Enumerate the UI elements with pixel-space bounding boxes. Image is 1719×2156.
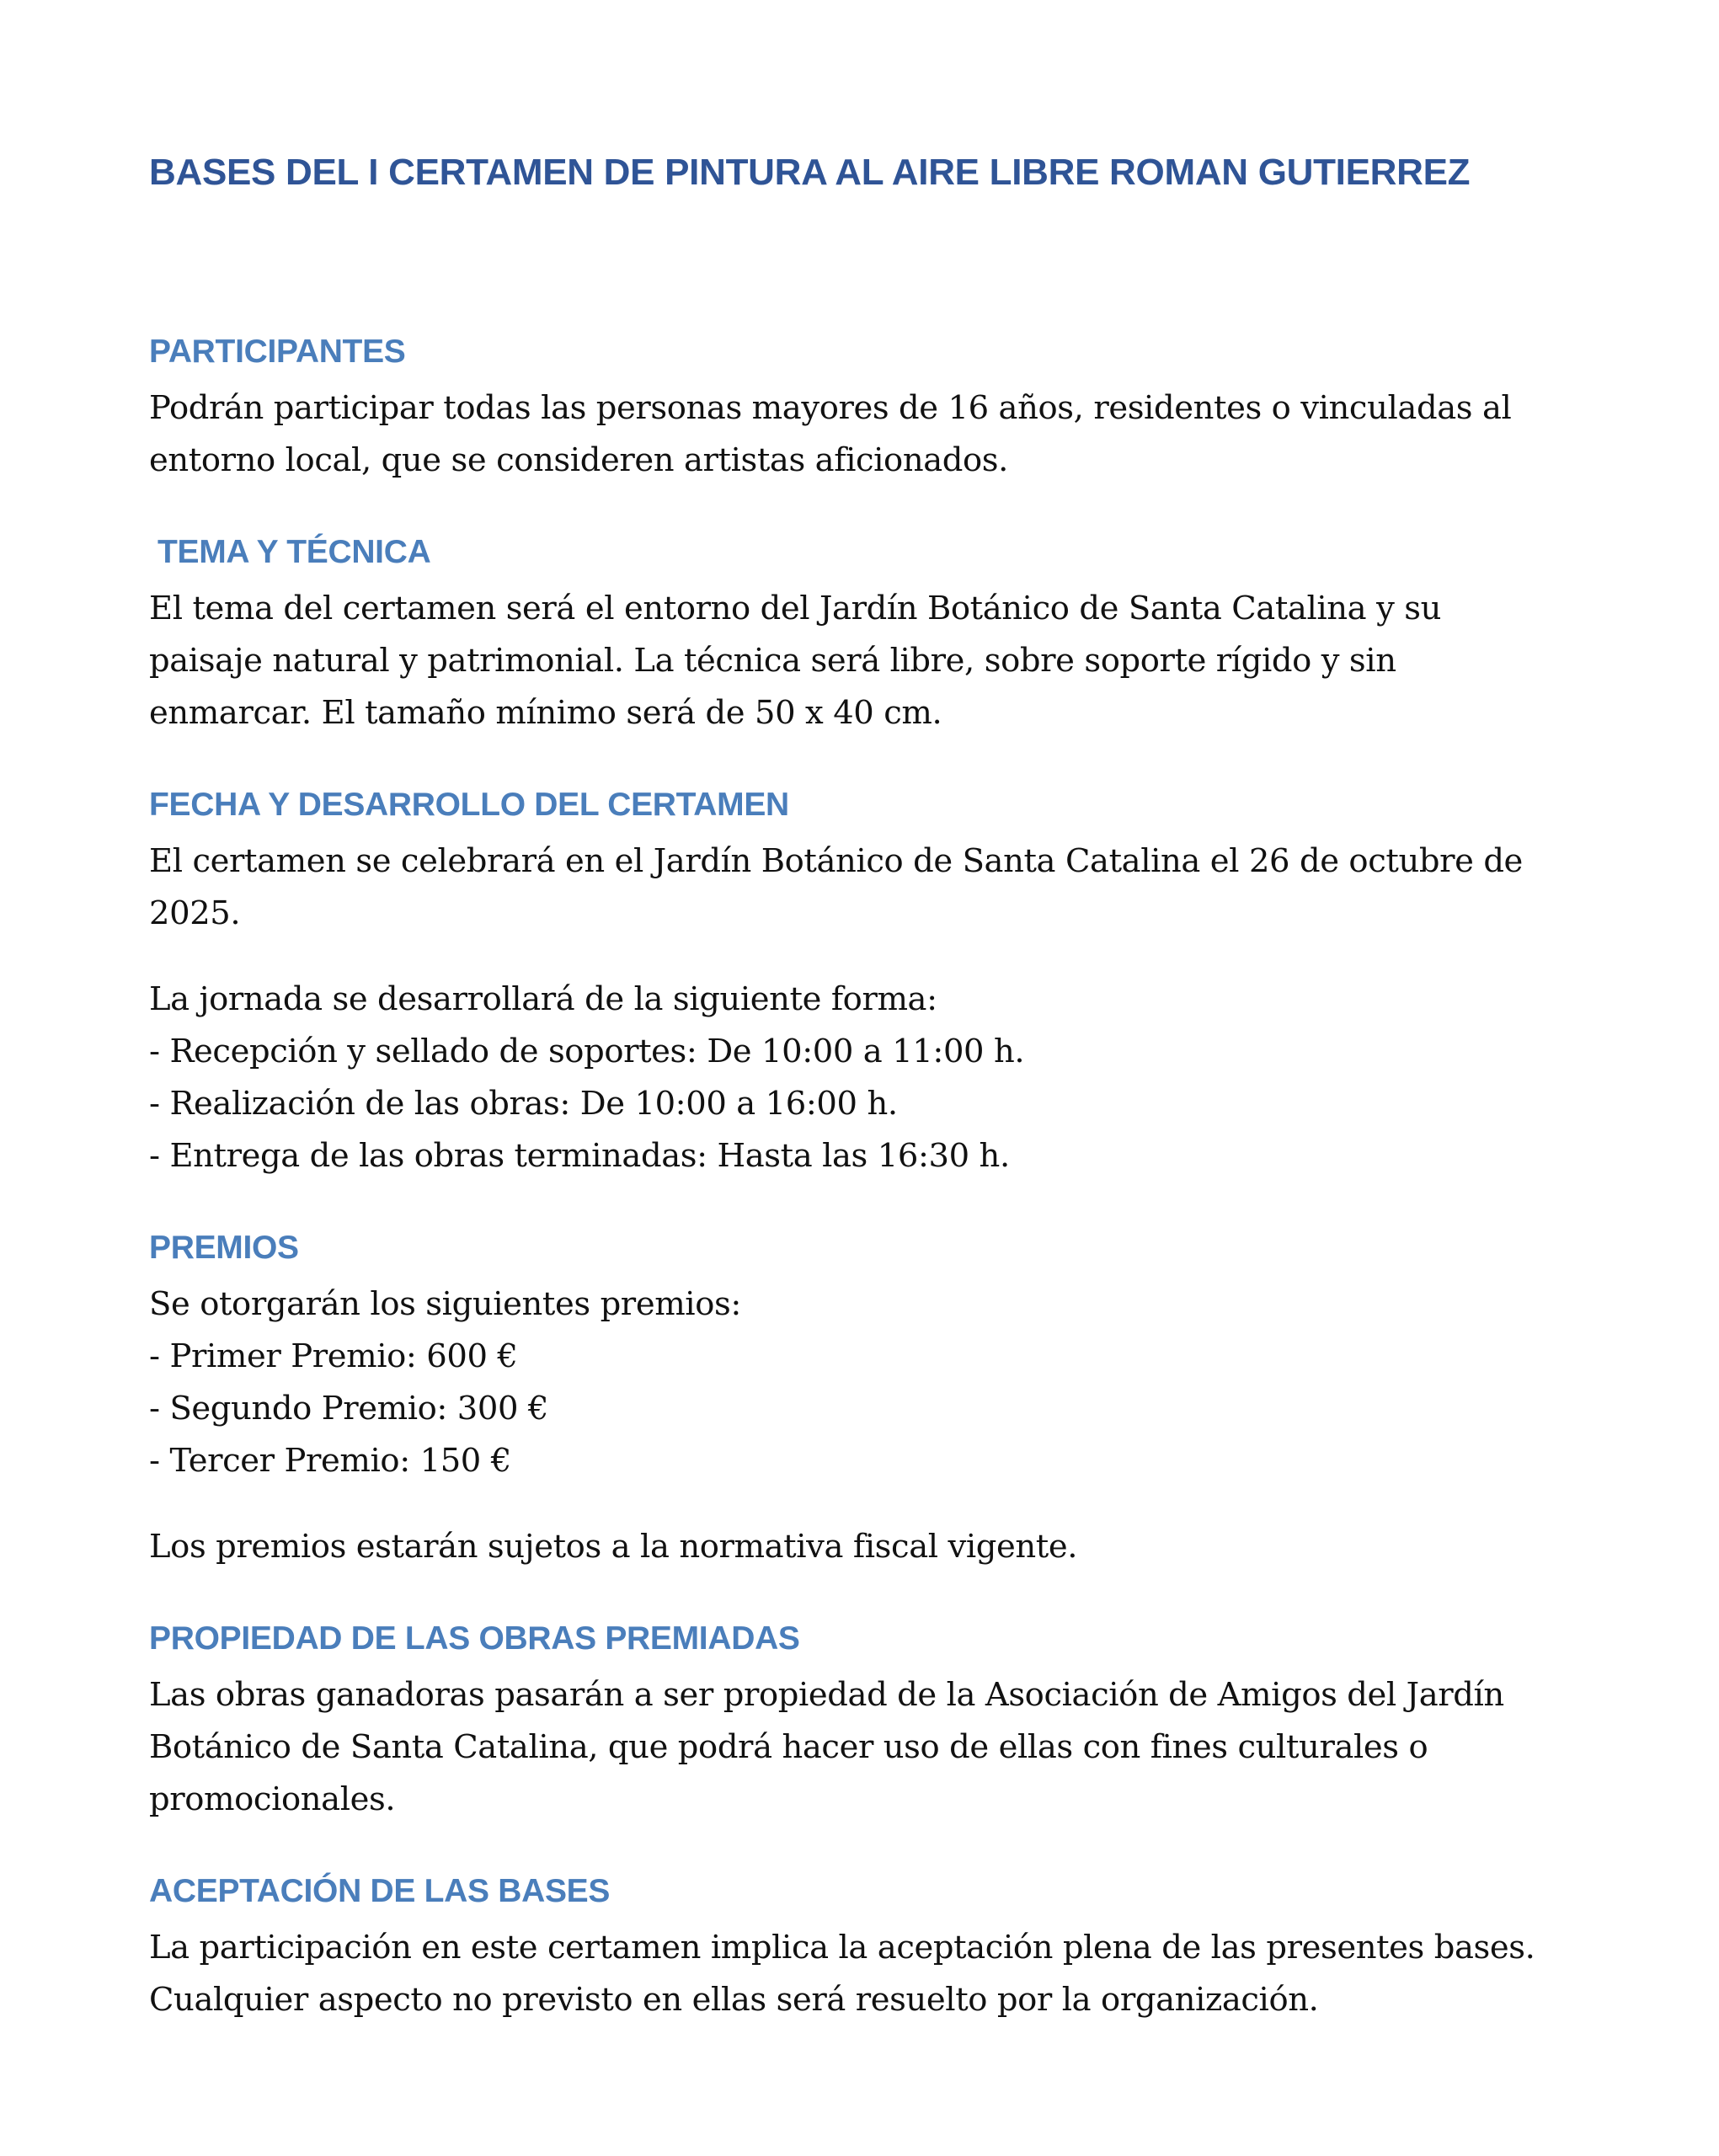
- section-fecha-desarrollo: [149, 782, 1598, 1182]
- propiedad-line: Botánico de Santa Catalina, que podrá hacer uso de ellas con fines culturales o: [149, 1728, 1428, 1766]
- aceptacion-line: La participación en este certamen implica la aceptación plena de las presentes bases.: [149, 1929, 1535, 1967]
- premios-intro: Se otorgarán los siguientes premios:: [149, 1285, 741, 1323]
- fecha-line: El certamen se celebrará en el Jardín Botánico de Santa Catalina el 26 de octubre de: [149, 842, 1523, 880]
- premios-note: Los premios estarán sujetos a la normativa fiscal vigente.: [149, 1528, 1078, 1566]
- participantes-line: entorno local, que se consideren artistas aficionados.: [149, 441, 1009, 479]
- heading-participantes: PARTICIPANTES: [149, 334, 406, 370]
- participantes-line: Podrán participar todas las personas mayores de 16 años, residentes o vinculadas al: [149, 389, 1512, 427]
- section-aceptacion: [149, 1868, 1598, 2026]
- schedule-item: - Entrega de las obras terminadas: Hasta las 16:30 h.: [149, 1137, 1010, 1175]
- section-tema-tecnica: [149, 529, 1598, 739]
- prize-item: - Segundo Premio: 300 €: [149, 1390, 549, 1428]
- heading-propiedad: PROPIEDAD DE LAS OBRAS PREMIADAS: [149, 1620, 800, 1657]
- section-propiedad: [149, 1615, 1598, 1826]
- document-title: BASES DEL I CERTAMEN DE PINTURA AL AIRE LIBRE ROMAN GUTIERREZ: [149, 152, 1471, 193]
- tema-line: paisaje natural y patrimonial. La técnica será libre, sobre soporte rígido y sin: [149, 642, 1396, 680]
- document-page: [149, 147, 1598, 2026]
- section-participantes: [149, 328, 1598, 487]
- prize-item: - Primer Premio: 600 €: [149, 1337, 518, 1375]
- propiedad-line: Las obras ganadoras pasarán a ser propiedad de la Asociación de Amigos del Jardín: [149, 1676, 1504, 1714]
- heading-fecha-desarrollo: FECHA Y DESARROLLO DEL CERTAMEN: [149, 787, 789, 823]
- schedule-item: - Recepción y sellado de soportes: De 10:00 a 11:00 h.: [149, 1033, 1025, 1070]
- fecha-intro: La jornada se desarrollará de la siguiente forma:: [149, 980, 937, 1018]
- heading-tema-tecnica: TEMA Y TÉCNICA: [157, 534, 431, 570]
- prize-item: - Tercer Premio: 150 €: [149, 1442, 511, 1480]
- fecha-line: 2025.: [149, 894, 241, 932]
- heading-aceptacion: ACEPTACIÓN DE LAS BASES: [149, 1873, 611, 1909]
- aceptacion-line: Cualquier aspecto no previsto en ellas será resuelto por la organización.: [149, 1981, 1319, 2019]
- tema-line: enmarcar. El tamaño mínimo será de 50 x 40 cm.: [149, 694, 942, 732]
- section-premios: [149, 1225, 1598, 1573]
- schedule-item: - Realización de las obras: De 10:00 a 16:00 h.: [149, 1085, 898, 1123]
- tema-line: El tema del certamen será el entorno del Jardín Botánico de Santa Catalina y su: [149, 590, 1442, 627]
- heading-premios: PREMIOS: [149, 1230, 299, 1266]
- propiedad-line: promocionales.: [149, 1780, 396, 1818]
